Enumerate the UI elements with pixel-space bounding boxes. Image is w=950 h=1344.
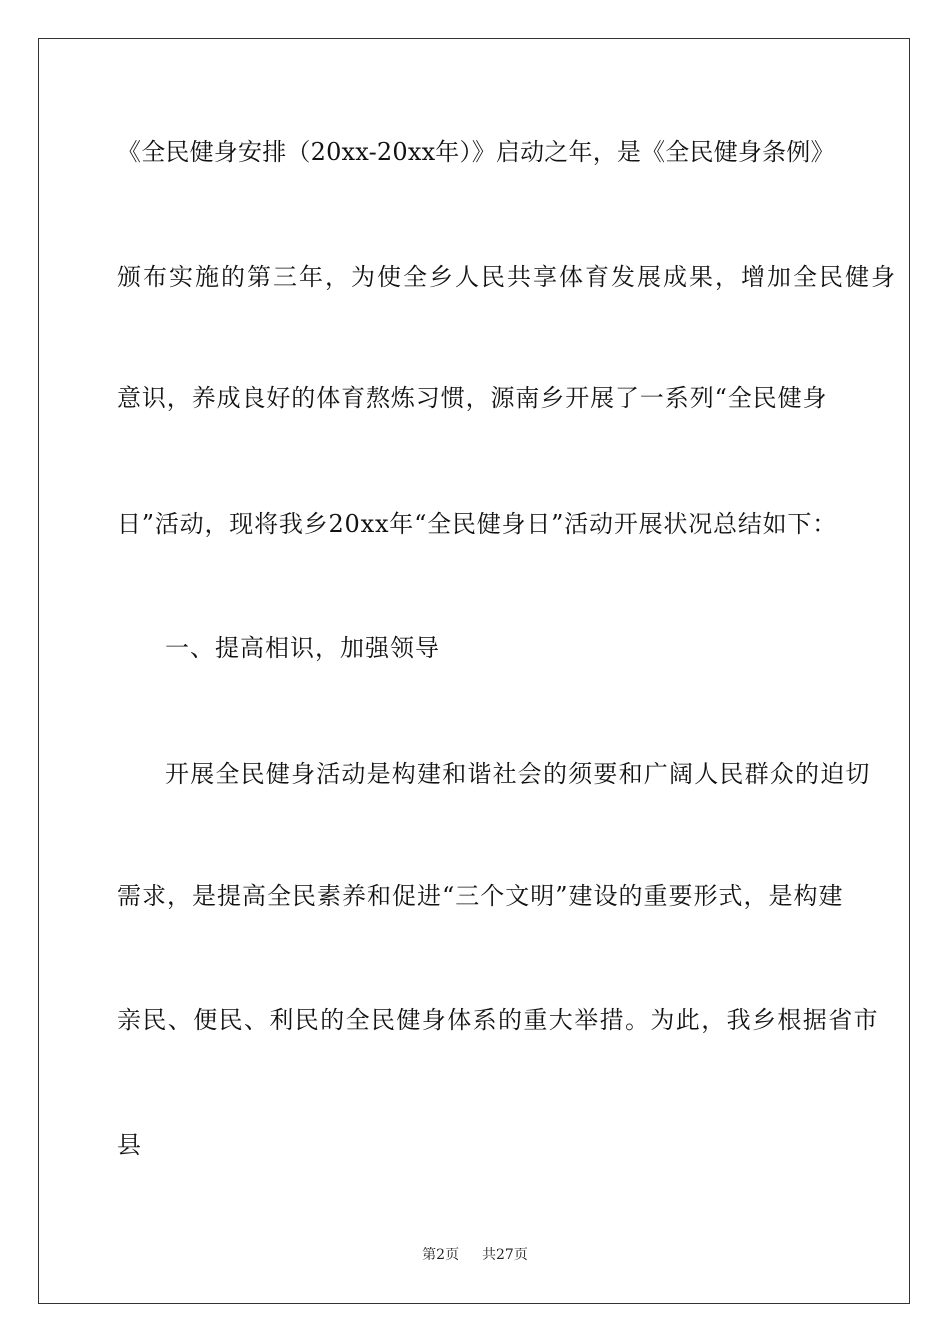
body-text-line: 需求，是提高全民素养和促进“三个文明”建设的重要形式，是构建 [117,882,844,910]
body-text-line: 日”活动，现将我乡20xx年“全民健身日”活动开展状况总结如下： [117,510,838,538]
body-text-line: 《全民健身安排（20xx-20xx年）》启动之年，是《全民健身条例》 [117,138,835,166]
body-text-line: 意识，养成良好的体育熬炼习惯，源南乡开展了一系列“全民健身 [117,384,828,412]
body-text-line: 颁布实施的第三年，为使全乡人民共享体育发展成果，增加全民健身 [117,263,897,291]
body-text-line: 县 [117,1131,142,1159]
page-number: 第2页 [422,1247,460,1263]
page-total: 共27页 [482,1247,528,1263]
body-text-line: 开展全民健身活动是构建和谐社会的须要和广阔人民群众的迫切 [165,760,871,788]
page-border [38,38,910,1304]
body-text-line: 亲民、便民、利民的全民健身体系的重大举措。为此，我乡根据省市 [117,1006,879,1034]
section-heading: 一、提高相识，加强领导 [165,634,440,662]
page-footer [0,1246,950,1264]
